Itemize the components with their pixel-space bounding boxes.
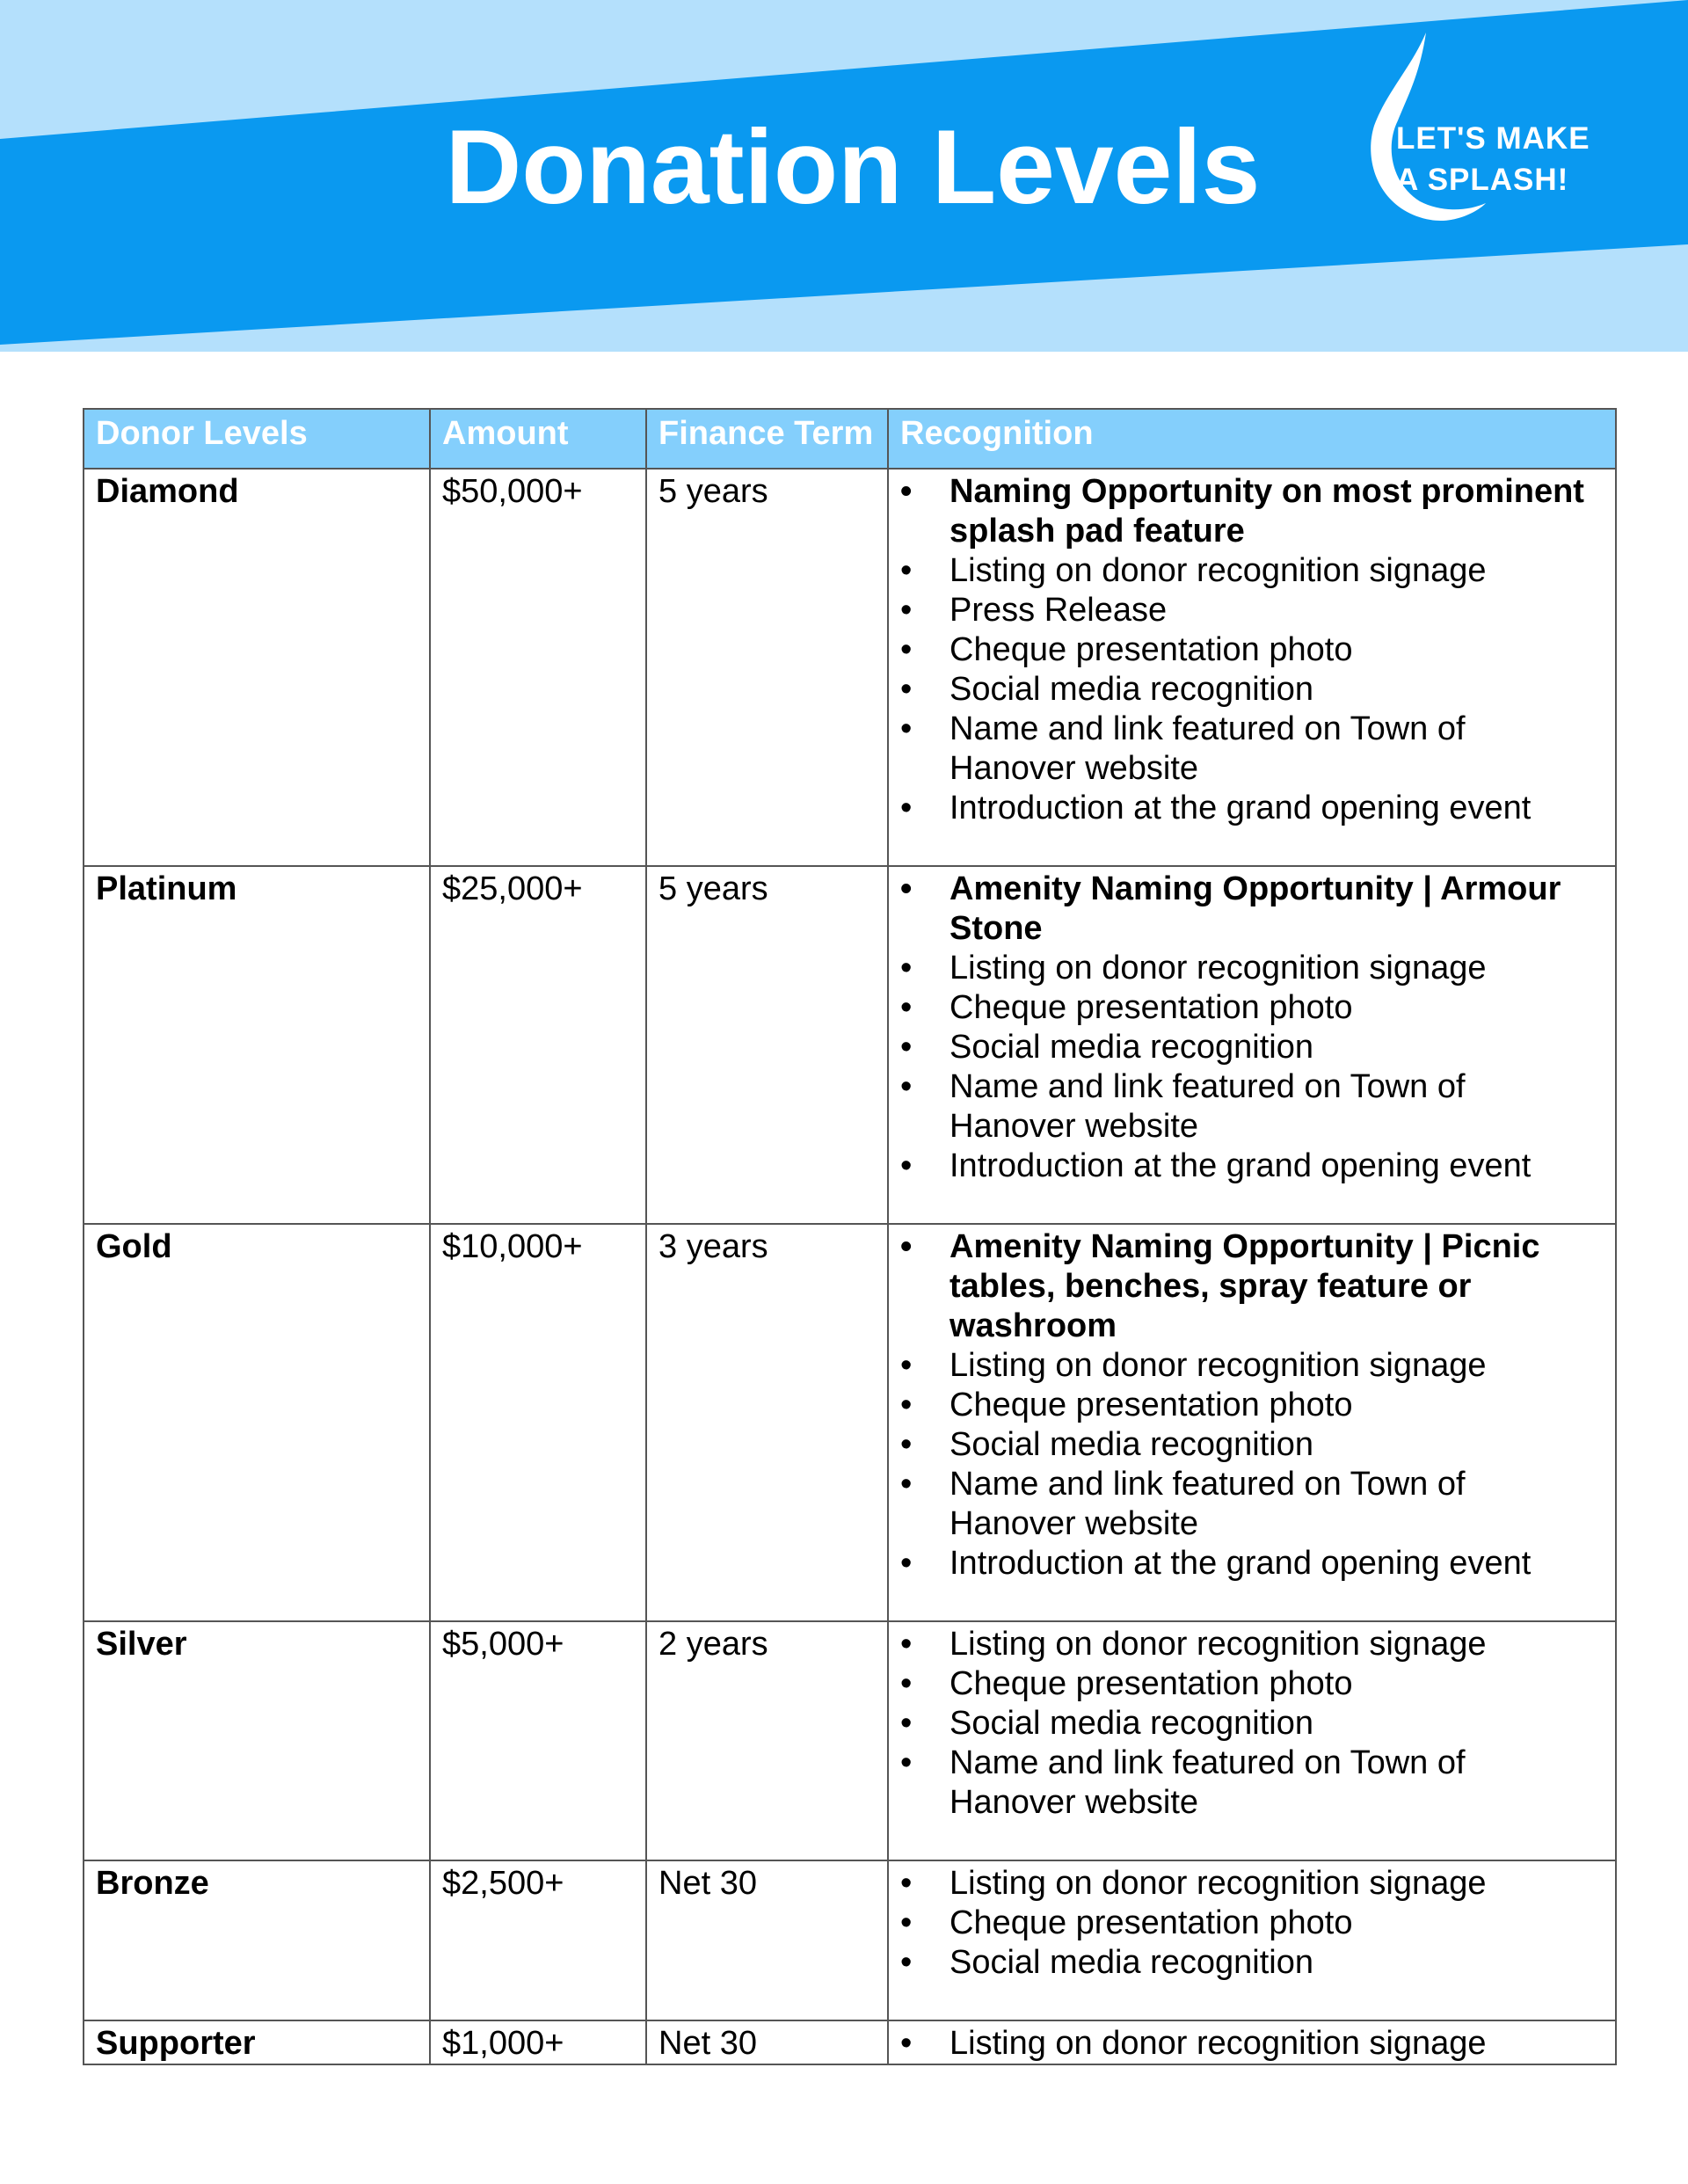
amount-cell: $50,000+	[430, 469, 646, 866]
table-row-gold	[84, 1224, 1616, 1621]
donor-level-cell: Diamond	[84, 469, 430, 866]
table-body	[84, 469, 1616, 2064]
donation-levels-table	[83, 408, 1617, 2065]
recognition-item: • Cheque presentation photo	[900, 988, 1615, 1028]
recognition-cell	[888, 1621, 1616, 1860]
recognition-item: • Listing on donor recognition signage	[900, 551, 1615, 591]
recognition-cell	[888, 866, 1616, 1224]
donor-level-cell: Gold	[84, 1224, 430, 1621]
table-row-bronze	[84, 1860, 1616, 2020]
recognition-item: • Listing on donor recognition signage	[900, 949, 1615, 988]
finance-term-cell: 2 years	[646, 1621, 888, 1860]
recognition-list	[900, 1625, 1615, 1823]
recognition-item: • Amenity Naming Opportunity | Armour Stone	[900, 870, 1615, 949]
finance-term-cell: Net 30	[646, 2020, 888, 2064]
recognition-item: • Name and link featured on Town of Hanover website	[900, 710, 1615, 789]
table-header-row	[84, 409, 1616, 469]
column-header-finance-term: Finance Term	[646, 409, 888, 469]
table-row-silver	[84, 1621, 1616, 1860]
finance-term-cell: Net 30	[646, 1860, 888, 2020]
donor-level-cell: Platinum	[84, 866, 430, 1224]
recognition-item: • Name and link featured on Town of Hanover website	[900, 1465, 1615, 1544]
recognition-item: • Naming Opportunity on most prominent splash pad feature	[900, 472, 1615, 551]
recognition-item: • Introduction at the grand opening event	[900, 1147, 1615, 1186]
logo-text-line-2: A SPLASH!	[1396, 163, 1569, 197]
table-row-supporter	[84, 2020, 1616, 2064]
recognition-item: • Amenity Naming Opportunity | Picnic tables, benches, spray feature or washroom	[900, 1227, 1615, 1346]
donor-level-cell: Supporter	[84, 2020, 430, 2064]
recognition-item: • Cheque presentation photo	[900, 1386, 1615, 1425]
recognition-item: • Social media recognition	[900, 1028, 1615, 1067]
recognition-item: • Press Release	[900, 591, 1615, 630]
recognition-item: • Name and link featured on Town of Hanover website	[900, 1744, 1615, 1823]
recognition-cell	[888, 1860, 1616, 2020]
amount-cell: $25,000+	[430, 866, 646, 1224]
donor-level-cell: Bronze	[84, 1860, 430, 2020]
recognition-item: • Social media recognition	[900, 670, 1615, 710]
recognition-list	[900, 472, 1615, 828]
logo-text-line-1: LET'S MAKE	[1396, 121, 1590, 156]
recognition-item: • Cheque presentation photo	[900, 630, 1615, 670]
recognition-item: • Introduction at the grand opening event	[900, 789, 1615, 828]
recognition-list	[900, 1864, 1615, 1983]
amount-cell: $1,000+	[430, 2020, 646, 2064]
table-row-platinum	[84, 866, 1616, 1224]
recognition-list	[900, 870, 1615, 1186]
recognition-item: • Social media recognition	[900, 1943, 1615, 1983]
recognition-cell	[888, 2020, 1616, 2064]
column-header-donor-levels: Donor Levels	[84, 409, 430, 469]
table-row-diamond	[84, 469, 1616, 866]
recognition-item: • Social media recognition	[900, 1425, 1615, 1465]
splash-logo	[1358, 31, 1604, 229]
recognition-item: • Cheque presentation photo	[900, 1664, 1615, 1704]
recognition-item: • Name and link featured on Town of Hanover website	[900, 1067, 1615, 1147]
recognition-item: • Listing on donor recognition signage	[900, 1864, 1615, 1904]
recognition-item: • Social media recognition	[900, 1704, 1615, 1744]
column-header-amount: Amount	[430, 409, 646, 469]
recognition-list	[900, 2024, 1615, 2064]
page-title: Donation Levels	[445, 108, 1261, 226]
recognition-cell	[888, 469, 1616, 866]
recognition-list	[900, 1227, 1615, 1583]
recognition-item: • Listing on donor recognition signage	[900, 1625, 1615, 1664]
column-header-recognition: Recognition	[888, 409, 1616, 469]
recognition-item: • Listing on donor recognition signage	[900, 1346, 1615, 1386]
recognition-item: • Introduction at the grand opening event	[900, 1544, 1615, 1583]
amount-cell: $10,000+	[430, 1224, 646, 1621]
amount-cell: $5,000+	[430, 1621, 646, 1860]
finance-term-cell: 5 years	[646, 866, 888, 1224]
recognition-item: • Cheque presentation photo	[900, 1904, 1615, 1943]
donor-level-cell: Silver	[84, 1621, 430, 1860]
recognition-item: • Listing on donor recognition signage	[900, 2024, 1615, 2064]
recognition-cell	[888, 1224, 1616, 1621]
finance-term-cell: 3 years	[646, 1224, 888, 1621]
finance-term-cell: 5 years	[646, 469, 888, 866]
amount-cell: $2,500+	[430, 1860, 646, 2020]
